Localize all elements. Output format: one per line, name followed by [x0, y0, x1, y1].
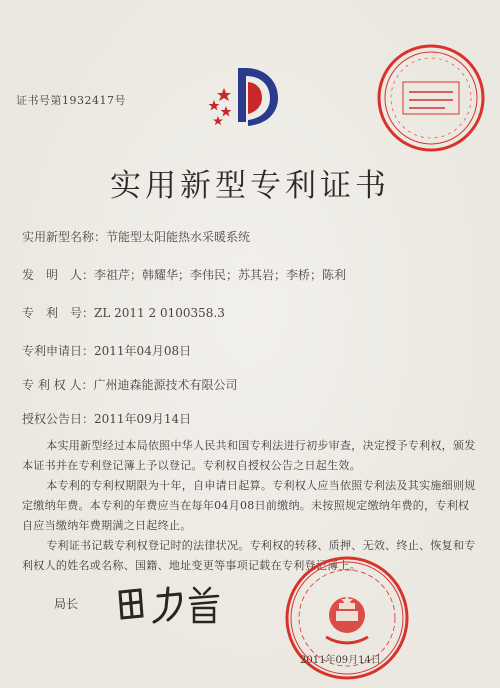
field-value: ZL 2011 2 0100358.3 — [94, 306, 225, 320]
field-value: 2011年09月14日 — [94, 412, 192, 426]
seal-date: 2011年09月14日 — [300, 655, 381, 666]
field-value: 广州迪森能源技术有限公司 — [93, 378, 238, 392]
field-grant-date — [22, 410, 191, 427]
body-paragraph: 本实用新型经过本局依照中华人民共和国专利法进行初步审查，决定授予专利权，颁发本证书并在专利登记簿上予以登记。专利权自授权公告之日起生效。 — [22, 439, 476, 472]
field-value: 节能型太阳能热水采暖系统 — [106, 230, 251, 244]
field-inventors — [22, 266, 346, 283]
field-label: 授权公告日： — [22, 412, 95, 426]
field-value: 2011年04月08日 — [94, 344, 192, 358]
field-application-date — [22, 342, 191, 359]
director-title: 局长 — [54, 597, 79, 611]
field-utility-model-name — [22, 228, 250, 245]
certificate-title: 实用新型专利证书 — [110, 168, 390, 204]
field-label: 专 利 号： — [22, 306, 95, 320]
field-patent-number — [22, 304, 225, 321]
field-label: 发 明 人： — [22, 268, 95, 282]
director-signature — [110, 578, 230, 628]
field-label: 专利申请日： — [22, 344, 95, 358]
sipo-logo — [200, 60, 280, 140]
field-label: 实用新型名称： — [22, 230, 107, 244]
certificate-number: 证书号第1932417号 — [16, 94, 126, 107]
field-patentee — [22, 376, 237, 393]
special-seal-top — [375, 42, 487, 154]
body-paragraph: 本专利的专利权期限为十年，自申请日起算。专利权人应当依照专利法及其实施细则规定缴纳年费。本专利的年费应当在每年04月08日前缴纳。未按照规定缴纳年费的，专利权自应当缴纳年费期满之日起终止。 — [22, 479, 476, 532]
field-value: 李祖芹；韩耀华；李伟民；苏其岩；李桥；陈利 — [94, 268, 347, 282]
body-paragraph: 专利证书记载专利权登记时的法律状况。专利权的转移、质押、无效、终止、恢复和专利权人的姓名或名称、国籍、地址变更等事项记载在专利登记簿上。 — [22, 539, 476, 572]
field-label: 专 利 权 人： — [22, 378, 94, 392]
